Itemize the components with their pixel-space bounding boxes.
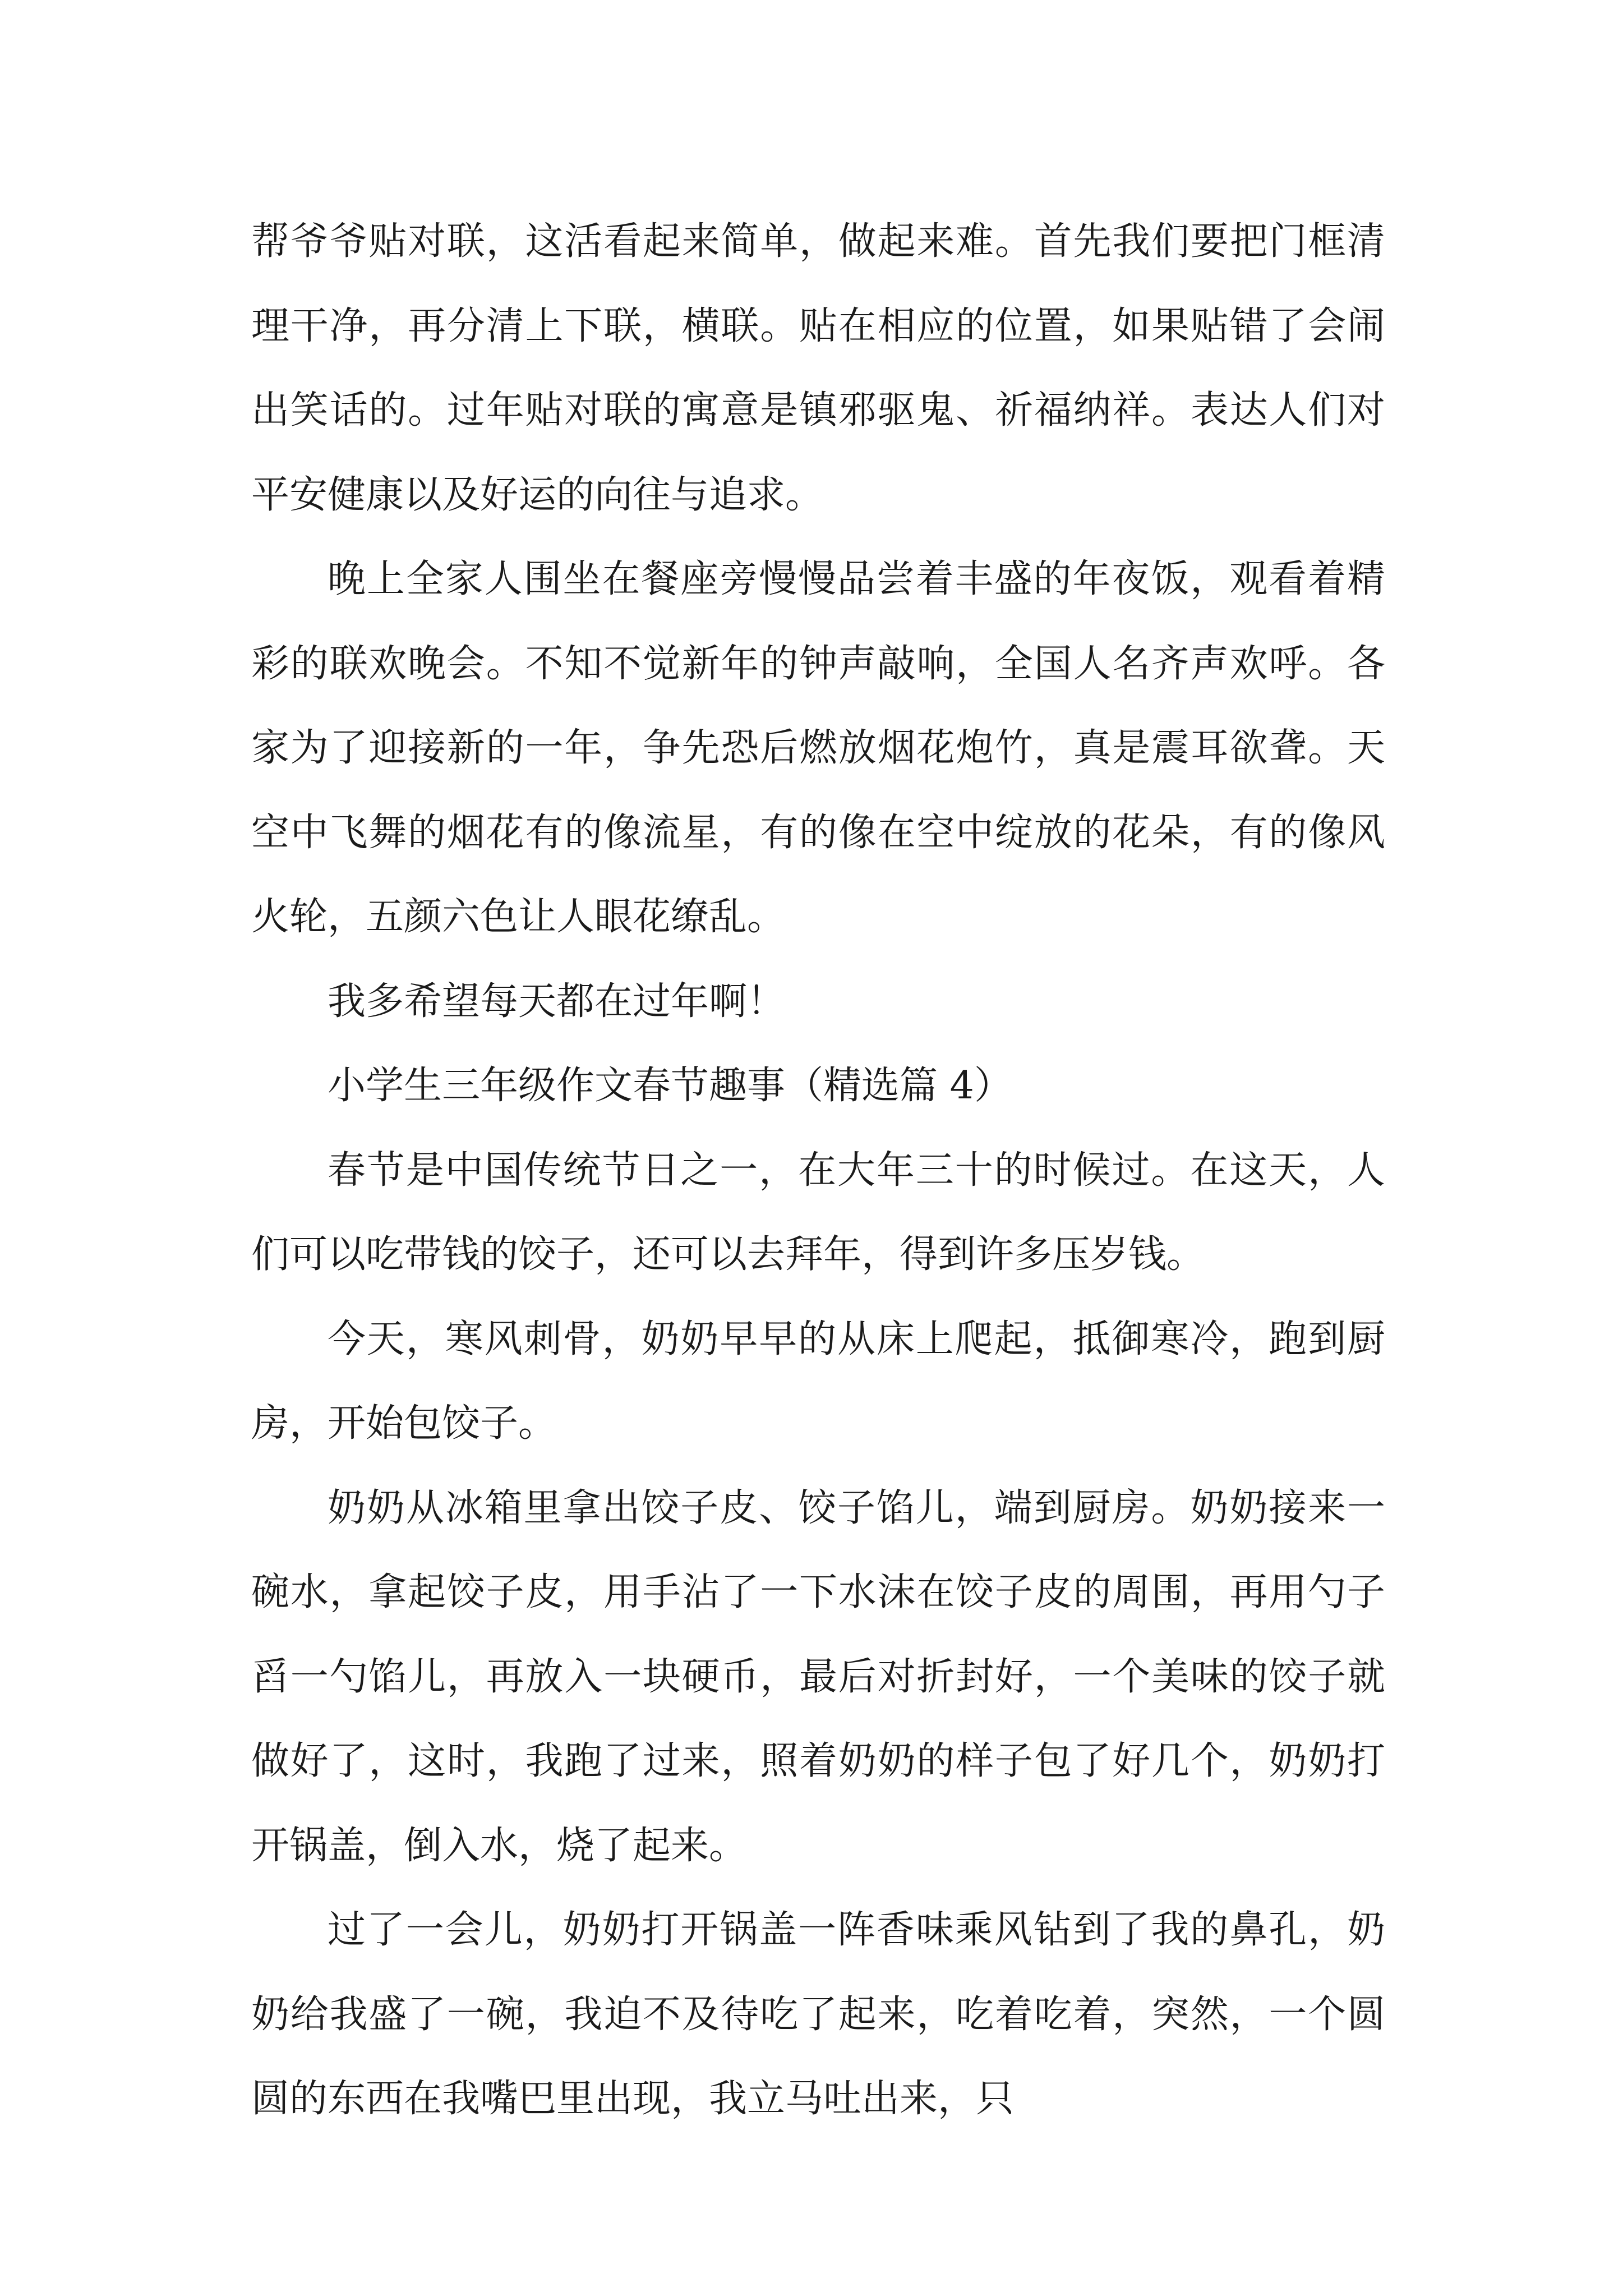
paragraph-couplets: 帮爷爷贴对联，这活看起来简单，做起来难。首先我们要把门框清理干净，再分清上下联，横联。贴在相应的位置，如果贴错了会闹出笑话的。过年贴对联的寓意是镇邪驱鬼、祈福纳祥。表达人们对平安健康以及好运的向往与追求。: [251, 219, 1385, 517]
paragraph-new-year-eve: 晚上全家人围坐在餐座旁慢慢品尝着丰盛的年夜饭，观看着精彩的联欢晚会。不知不觉新年的钟声敲响，全国人名齐声欢呼。各家为了迎接新的一年，争先恐后燃放烟花炮竹，真是震耳欲聋。天空中飞舞的烟花有的像流星，有的像在空中绽放的花朵，有的像风火轮，五颜六色让人眼花缭乱。: [251, 557, 1385, 939]
paragraph-today: 今天，寒风刺骨，奶奶早早的从床上爬起，抵御寒冷，跑到厨房，开始包饺子。: [251, 1317, 1385, 1446]
document-page: [251, 200, 1385, 2142]
section-heading: 小学生三年级作文春节趣事（精选篇 4）: [328, 1064, 1012, 1108]
paragraph-dumplings: 奶奶从冰箱里拿出饺子皮、饺子馅儿，端到厨房。奶奶接来一碗水，拿起饺子皮，用手沾了一下水沫在饺子皮的周围，再用勺子舀一勺馅儿，再放入一块硬币，最后对折封好，一个美味的饺子就做好了，这时，我跑了过来，照着奶奶的样子包了好几个，奶奶打开锅盖，倒入水，烧了起来。: [251, 1485, 1385, 1868]
paragraph-coin: 过了一会儿，奶奶打开锅盖一阵香味乘风钻到了我的鼻孔，奶奶给我盛了一碗，我迫不及待吃了起来，吃着吃着，突然，一个圆圆的东西在我嘴巴里出现，我立马吐出来，只: [251, 1908, 1385, 2121]
paragraph-spring-festival: 春节是中国传统节日之一，在大年三十的时候过。在这天，人们可以吃带钱的饺子，还可以去拜年，得到许多压岁钱。: [251, 1148, 1385, 1277]
paragraph-wish: 我多希望每天都在过年啊！: [328, 979, 786, 1024]
